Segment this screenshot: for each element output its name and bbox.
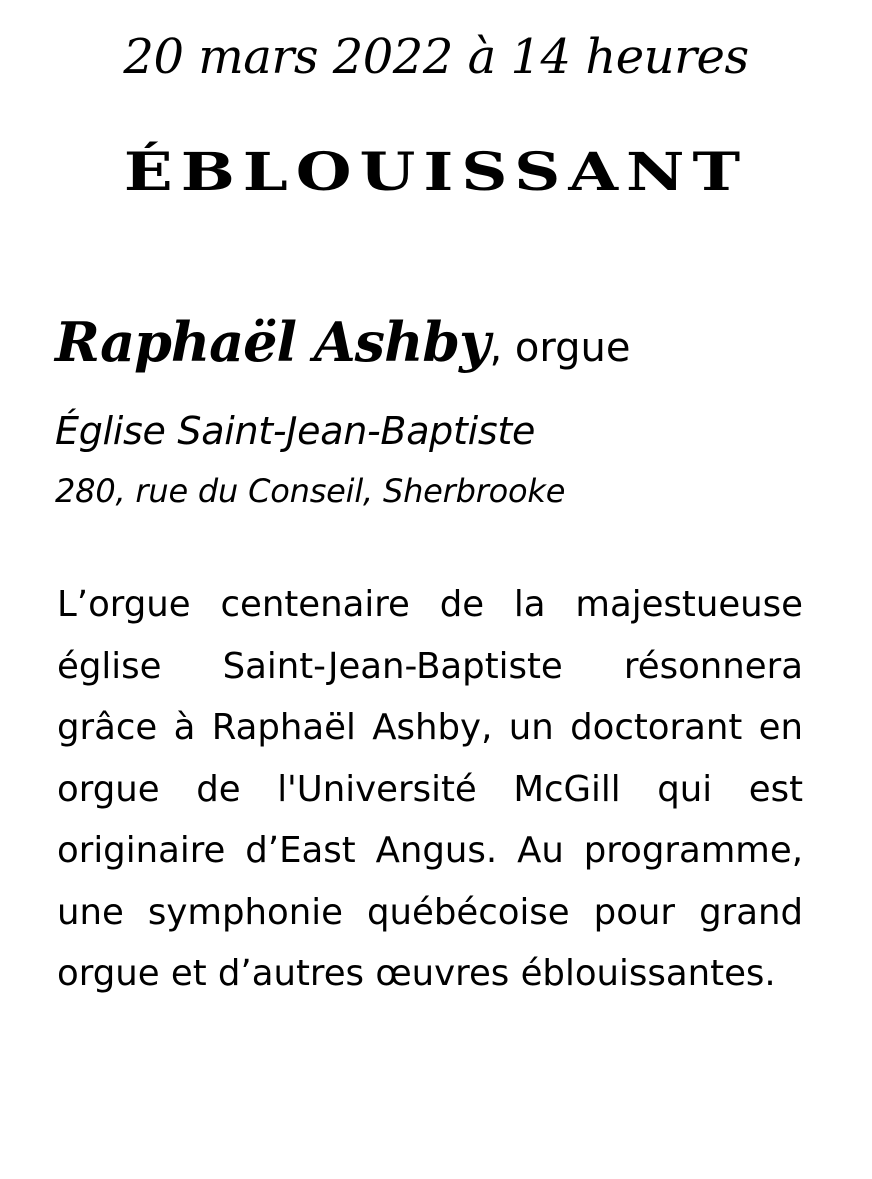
performer-line	[55, 302, 815, 396]
venue-address: 280, rue du Conseil, Sherbrooke	[55, 472, 566, 510]
event-description: L’orgue centenaire de la majestueuse église Saint-Jean-Baptiste résonnera grâce à Raphaël Ashby, un doctorant en orgue de l'Université McGill qui est originaire d’East Angus. Au programme, une symphonie québécoise pour grand orgue et d’autres œuvres éblouissantes.	[57, 584, 803, 994]
venue-name: Église Saint-Jean-Baptiste	[55, 409, 536, 453]
performer-name: Raphaël Ashby	[55, 310, 490, 374]
performer-role: , orgue	[489, 325, 631, 371]
event-title: ÉBLOUISSANT	[123, 141, 749, 204]
event-date: 20 mars 2022 à 14 heures	[123, 29, 749, 85]
